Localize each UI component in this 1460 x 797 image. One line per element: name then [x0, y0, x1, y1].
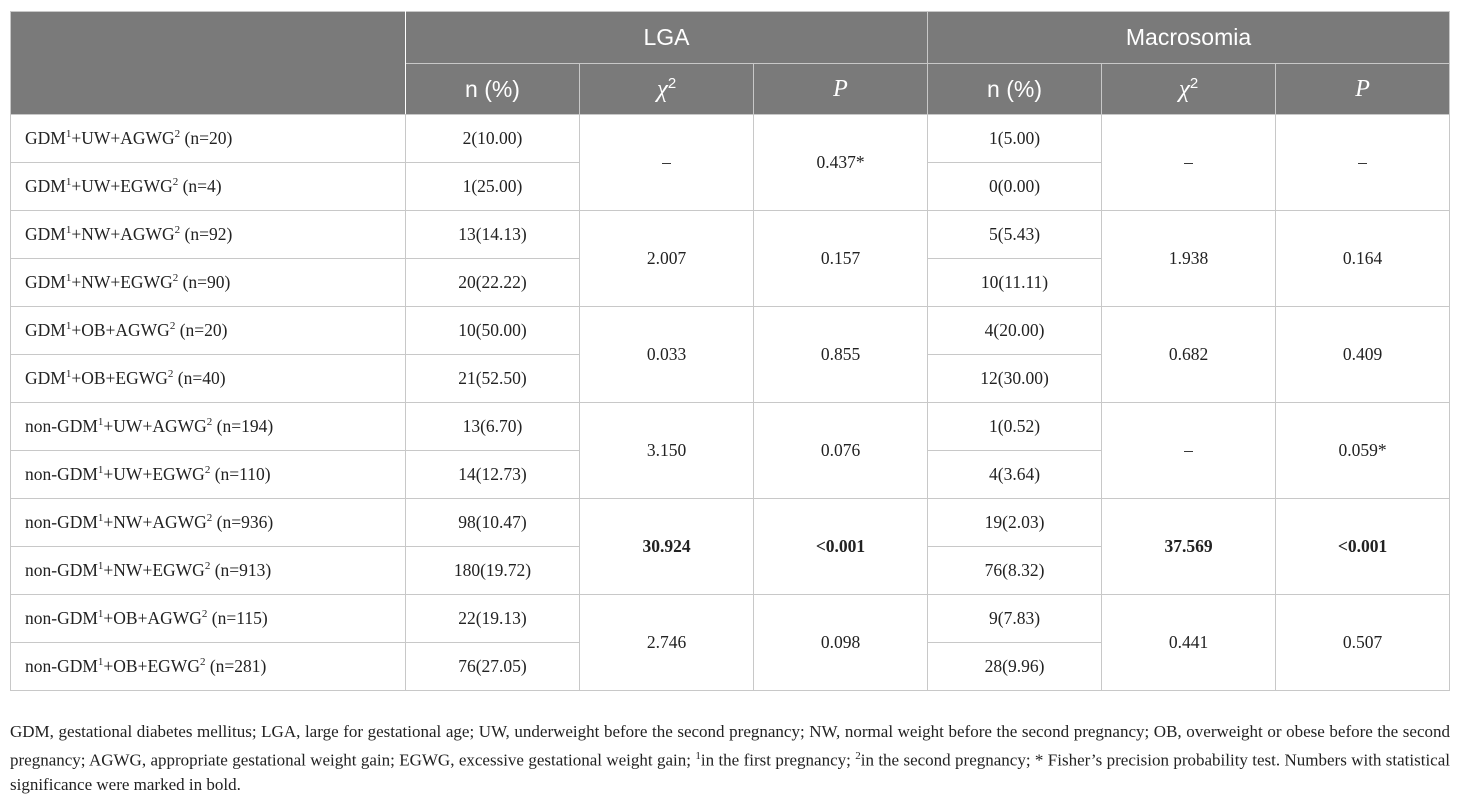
p-symbol: P — [833, 76, 848, 102]
lga-n-cell: 20(22.22) — [406, 259, 580, 307]
p-symbol: P — [1355, 76, 1370, 102]
label-gdm: non-GDM — [25, 560, 98, 580]
label-sup2: 2 — [201, 608, 208, 621]
label-gdm: GDM — [25, 320, 66, 340]
table-row — [11, 115, 1450, 163]
lga-chi-cell: 2.746 — [580, 595, 754, 691]
lga-chi-cell: – — [580, 115, 754, 211]
lga-p-cell: 0.437* — [754, 115, 928, 211]
header-lga: LGA — [406, 12, 928, 64]
label-sup2: 2 — [167, 368, 174, 381]
row-label — [11, 307, 406, 355]
label-sup2: 2 — [199, 656, 206, 669]
mac-n-cell: 4(20.00) — [928, 307, 1102, 355]
lga-p-cell: <0.001 — [754, 499, 928, 595]
label-sup1: 1 — [65, 176, 72, 189]
row-label — [11, 163, 406, 211]
lga-chi-cell: 0.033 — [580, 307, 754, 403]
label-gdm: non-GDM — [25, 656, 98, 676]
row-label — [11, 595, 406, 643]
mac-p-cell: 0.164 — [1276, 211, 1450, 307]
table-footnote — [10, 720, 1450, 797]
label-gdm: non-GDM — [25, 512, 98, 532]
table-header — [11, 12, 1450, 115]
mac-chi-cell: 37.569 — [1102, 499, 1276, 595]
label-sup1: 1 — [97, 608, 104, 621]
chi-superscript: 2 — [1189, 74, 1199, 92]
label-group: +NW+AGWG — [71, 224, 175, 244]
label-gdm: GDM — [25, 272, 66, 292]
table-row — [11, 211, 1450, 259]
row-label — [11, 547, 406, 595]
header-lga-n: n (%) — [406, 64, 580, 115]
mac-chi-cell: 0.682 — [1102, 307, 1276, 403]
mac-n-cell: 10(11.11) — [928, 259, 1102, 307]
lga-n-cell: 98(10.47) — [406, 499, 580, 547]
label-sup1: 1 — [97, 656, 104, 669]
label-count: (n=110) — [214, 464, 271, 484]
lga-n-cell: 1(25.00) — [406, 163, 580, 211]
lga-p-cell: 0.157 — [754, 211, 928, 307]
label-sup1: 1 — [65, 320, 72, 333]
footnote-part2: in the first pregnancy; — [700, 750, 856, 770]
header-lga-p — [754, 64, 928, 115]
header-mac-n: n (%) — [928, 64, 1102, 115]
table-row — [11, 499, 1450, 547]
results-table — [10, 11, 1450, 691]
label-sup1: 1 — [65, 224, 72, 237]
header-mac-chi — [1102, 64, 1276, 115]
label-sup2: 2 — [169, 320, 176, 333]
lga-p-cell: 0.076 — [754, 403, 928, 499]
label-sup1: 1 — [97, 464, 104, 477]
label-gdm: GDM — [25, 224, 66, 244]
mac-n-cell: 4(3.64) — [928, 451, 1102, 499]
label-gdm: non-GDM — [25, 464, 98, 484]
label-group: +OB+AGWG — [71, 320, 170, 340]
mac-n-cell: 9(7.83) — [928, 595, 1102, 643]
label-sup1: 1 — [97, 512, 104, 525]
label-count: (n=20) — [179, 320, 228, 340]
label-count: (n=4) — [182, 176, 222, 196]
label-sup2: 2 — [172, 176, 179, 189]
mac-n-cell: 19(2.03) — [928, 499, 1102, 547]
label-gdm: GDM — [25, 368, 66, 388]
lga-n-cell: 76(27.05) — [406, 643, 580, 691]
row-label — [11, 451, 406, 499]
label-group: +OB+EGWG — [103, 656, 200, 676]
mac-n-cell: 1(0.52) — [928, 403, 1102, 451]
lga-chi-cell: 3.150 — [580, 403, 754, 499]
header-blank-cell — [11, 12, 406, 115]
row-label — [11, 259, 406, 307]
mac-n-cell: 1(5.00) — [928, 115, 1102, 163]
chi-superscript: 2 — [667, 74, 677, 92]
mac-chi-cell: 0.441 — [1102, 595, 1276, 691]
label-sup1: 1 — [97, 416, 104, 429]
row-label — [11, 355, 406, 403]
table-row — [11, 403, 1450, 451]
lga-p-cell: 0.098 — [754, 595, 928, 691]
lga-n-cell: 14(12.73) — [406, 451, 580, 499]
mac-chi-cell: – — [1102, 403, 1276, 499]
mac-p-cell: – — [1276, 115, 1450, 211]
label-group: +UW+AGWG — [71, 128, 175, 148]
mac-n-cell: 12(30.00) — [928, 355, 1102, 403]
label-group: +NW+EGWG — [103, 560, 205, 580]
label-sup1: 1 — [65, 272, 72, 285]
lga-n-cell: 13(14.13) — [406, 211, 580, 259]
lga-n-cell: 2(10.00) — [406, 115, 580, 163]
label-sup2: 2 — [174, 128, 181, 141]
lga-n-cell: 22(19.13) — [406, 595, 580, 643]
label-group: +NW+EGWG — [71, 272, 173, 292]
label-sup2: 2 — [204, 464, 211, 477]
label-count: (n=281) — [209, 656, 267, 676]
label-count: (n=40) — [177, 368, 226, 388]
row-label — [11, 403, 406, 451]
label-sup2: 2 — [172, 272, 179, 285]
mac-n-cell: 28(9.96) — [928, 643, 1102, 691]
label-sup2: 2 — [206, 512, 213, 525]
lga-chi-cell: 30.924 — [580, 499, 754, 595]
lga-p-cell: 0.855 — [754, 307, 928, 403]
footnote-part3: in the second pregnancy; * Fisher’s precision probability test. Numbers with statistical significance were marked in bold. — [10, 750, 1450, 794]
table-row — [11, 307, 1450, 355]
row-label — [11, 115, 406, 163]
mac-n-cell: 76(8.32) — [928, 547, 1102, 595]
mac-p-cell: 0.507 — [1276, 595, 1450, 691]
mac-p-cell: 0.409 — [1276, 307, 1450, 403]
label-count: (n=92) — [184, 224, 233, 244]
lga-chi-cell: 2.007 — [580, 211, 754, 307]
table-body — [11, 115, 1450, 691]
footnote-sup2: 2 — [855, 750, 861, 762]
label-count: (n=936) — [216, 512, 274, 532]
lga-n-cell: 21(52.50) — [406, 355, 580, 403]
label-count: (n=90) — [182, 272, 231, 292]
lga-n-cell: 180(19.72) — [406, 547, 580, 595]
mac-n-cell: 0(0.00) — [928, 163, 1102, 211]
label-gdm: GDM — [25, 128, 66, 148]
mac-chi-cell: 1.938 — [1102, 211, 1276, 307]
mac-chi-cell: – — [1102, 115, 1276, 211]
label-group: +UW+AGWG — [103, 416, 207, 436]
label-count: (n=913) — [214, 560, 272, 580]
label-count: (n=115) — [211, 608, 268, 628]
label-group: +OB+EGWG — [71, 368, 168, 388]
mac-n-cell: 5(5.43) — [928, 211, 1102, 259]
label-sup1: 1 — [65, 128, 72, 141]
footnote-part1: GDM, gestational diabetes mellitus; LGA, large for gestational age; UW, underweight before the second pregnancy; NW, normal weight before the second pregnancy; OB, overweight or obese before the second pregnancy; AGWG, appropriate gestational weight gain; EGWG, excessive gestational weight gain; — [10, 722, 1450, 770]
label-group: +OB+AGWG — [103, 608, 202, 628]
label-count: (n=20) — [184, 128, 233, 148]
header-mac-p — [1276, 64, 1450, 115]
header-macrosomia: Macrosomia — [928, 12, 1450, 64]
lga-n-cell: 13(6.70) — [406, 403, 580, 451]
label-group: +NW+AGWG — [103, 512, 207, 532]
row-label — [11, 211, 406, 259]
label-sup1: 1 — [97, 560, 104, 573]
mac-p-cell: <0.001 — [1276, 499, 1450, 595]
mac-p-cell: 0.059* — [1276, 403, 1450, 499]
label-gdm: non-GDM — [25, 416, 98, 436]
chi-symbol: χ — [1178, 75, 1190, 103]
label-sup2: 2 — [206, 416, 213, 429]
table-row — [11, 595, 1450, 643]
footnote-sup1: 1 — [695, 750, 701, 762]
label-sup1: 1 — [65, 368, 72, 381]
label-sup2: 2 — [204, 560, 211, 573]
lga-n-cell: 10(50.00) — [406, 307, 580, 355]
chi-symbol: χ — [656, 75, 668, 103]
label-gdm: non-GDM — [25, 608, 98, 628]
row-label — [11, 499, 406, 547]
label-sup2: 2 — [174, 224, 181, 237]
label-gdm: GDM — [25, 176, 66, 196]
row-label — [11, 643, 406, 691]
header-lga-chi — [580, 64, 754, 115]
label-group: +UW+EGWG — [71, 176, 173, 196]
label-group: +UW+EGWG — [103, 464, 205, 484]
label-count: (n=194) — [216, 416, 274, 436]
